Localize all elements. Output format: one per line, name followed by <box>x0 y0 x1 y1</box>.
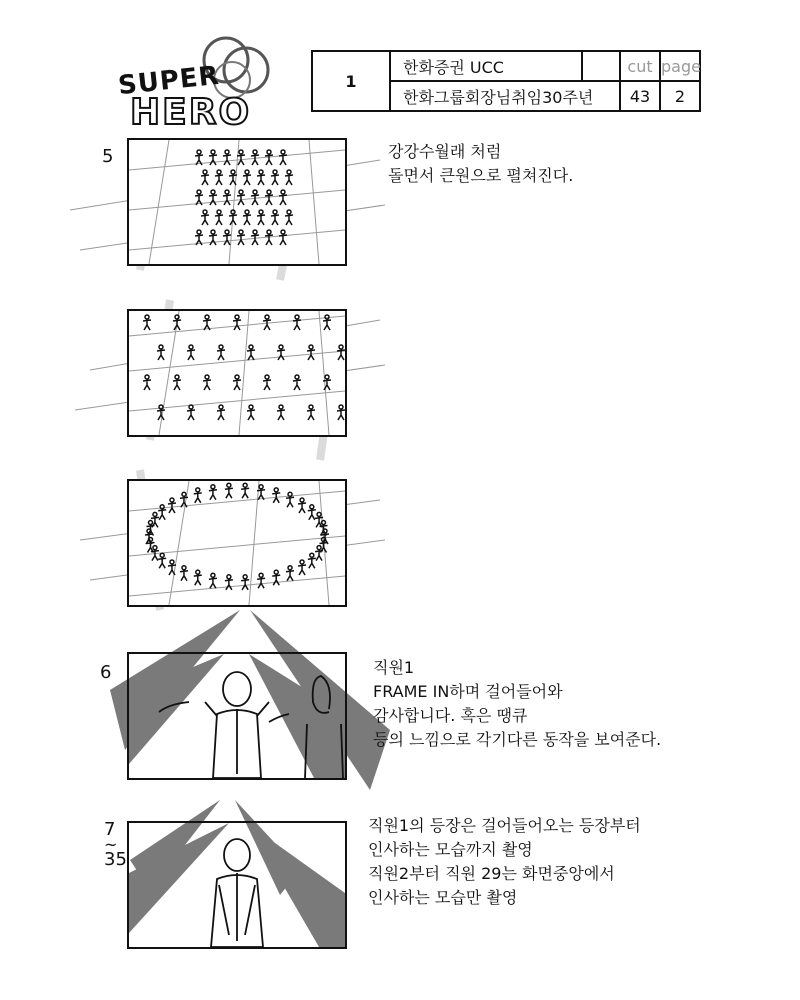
stick-figure <box>157 345 165 360</box>
stick-figure <box>286 566 294 581</box>
stick-figure <box>201 170 209 185</box>
desc-line: 직원1 <box>373 658 415 677</box>
title-line-1: 한화증권 UCC <box>390 51 582 81</box>
cut-label: cut <box>620 51 660 81</box>
stick-figure <box>257 210 265 225</box>
stick-figure <box>271 210 279 225</box>
shot-number-range <box>104 820 127 870</box>
stick-figure <box>263 375 271 390</box>
stick-figure <box>217 345 225 360</box>
header-table <box>311 50 701 112</box>
shot-number-end: 35 <box>104 849 127 870</box>
stick-figure <box>247 405 255 420</box>
desc-line: 감사합니다. 혹은 땡큐 <box>373 706 528 725</box>
shot-7-35-frame <box>127 821 347 949</box>
shot-5-frame-3 <box>127 479 347 607</box>
shot-5-frame-1 <box>127 138 347 266</box>
logo-top-text: SUPER <box>116 60 221 102</box>
stick-figure <box>209 485 217 500</box>
stick-figure <box>257 170 265 185</box>
stick-figure <box>237 190 245 205</box>
range-tilde: ~ <box>104 835 118 854</box>
stick-figure <box>237 230 245 245</box>
stick-figure <box>251 150 259 165</box>
stick-figure <box>158 553 166 568</box>
stick-figure <box>215 210 223 225</box>
stick-figure <box>180 566 188 581</box>
stick-figure <box>233 375 241 390</box>
stick-figure <box>187 345 195 360</box>
stick-figure <box>337 345 345 360</box>
stick-figure <box>146 537 154 552</box>
stick-figure <box>298 498 306 513</box>
stick-figure <box>195 230 203 245</box>
stick-figure <box>209 573 217 588</box>
crowd-circle-drawing <box>129 481 345 605</box>
blank-cell <box>582 51 620 81</box>
page-value: 2 <box>660 81 700 111</box>
employee-greeting-drawing <box>129 654 345 778</box>
desc-line: FRAME IN하며 걸어들어와 <box>373 682 563 701</box>
stick-figure <box>223 150 231 165</box>
stick-figure <box>225 575 233 590</box>
stick-figure <box>243 210 251 225</box>
stick-figure <box>223 190 231 205</box>
shot-description <box>368 814 641 910</box>
stick-figure <box>277 345 285 360</box>
stick-figure <box>247 345 255 360</box>
stick-figure <box>251 230 259 245</box>
shot-description <box>373 656 661 752</box>
stick-figure <box>194 570 202 585</box>
shot-number: 6 <box>100 662 112 683</box>
stick-figure <box>307 345 315 360</box>
stick-figure <box>225 483 233 498</box>
stick-figure <box>194 488 202 503</box>
cut-value: 43 <box>620 81 660 111</box>
stick-figure <box>337 405 345 420</box>
desc-line: 인사하는 모습만 촬영 <box>368 888 518 907</box>
crowd-cluster-drawing <box>129 140 345 264</box>
stick-figure <box>158 505 166 520</box>
crowd-spread-drawing <box>129 311 345 435</box>
stick-figure <box>271 170 279 185</box>
desc-line: 직원1의 등장은 걸어들어오는 등장부터 <box>368 816 641 835</box>
stick-figure <box>143 375 151 390</box>
page-label: page <box>660 51 700 81</box>
stick-figure <box>272 488 280 503</box>
stick-figure <box>233 315 241 330</box>
logo-bottom-text: HERO <box>130 92 252 133</box>
desc-line: 직원2부터 직원 29는 화면중앙에서 <box>368 864 615 883</box>
stick-figure <box>285 170 293 185</box>
stick-figure <box>308 553 316 568</box>
stick-figure <box>173 315 181 330</box>
stick-figure <box>217 405 225 420</box>
stick-figure <box>315 546 323 561</box>
stick-figure <box>173 375 181 390</box>
stick-figure <box>223 230 231 245</box>
desc-line: 돌면서 큰원으로 펼쳐진다. <box>388 166 574 185</box>
stick-figure <box>279 230 287 245</box>
stick-figure <box>241 483 249 498</box>
stick-figure <box>168 498 176 513</box>
desc-line: 등의 느낌으로 각기다른 동작을 보여준다. <box>373 730 662 749</box>
stick-figure <box>307 405 315 420</box>
stick-figure <box>286 492 294 507</box>
stick-figure <box>203 375 211 390</box>
shot-5-frame-2 <box>127 309 347 437</box>
stick-figure <box>143 315 151 330</box>
desc-line: 강강수월래 처럼 <box>388 142 502 161</box>
employee-bow-drawing <box>129 823 345 947</box>
stick-figure <box>195 150 203 165</box>
stick-figure <box>215 170 223 185</box>
stick-figure <box>203 315 211 330</box>
shot-description <box>388 140 573 188</box>
stick-figure <box>298 560 306 575</box>
title-line-2: 한화그룹회장님취임30주년 <box>390 81 620 111</box>
shot-6-frame <box>127 652 347 780</box>
stick-figure <box>195 190 203 205</box>
stick-figure <box>243 170 251 185</box>
stick-figure <box>257 573 265 588</box>
stick-figure <box>201 210 209 225</box>
stick-figure <box>293 375 301 390</box>
desc-line: 인사하는 모습까지 촬영 <box>368 840 533 859</box>
stick-figure <box>279 150 287 165</box>
stick-figure <box>285 210 293 225</box>
stick-figure <box>279 190 287 205</box>
stick-figure <box>187 405 195 420</box>
stick-figure <box>308 505 316 520</box>
stick-figure <box>251 190 259 205</box>
shot-number: 5 <box>102 146 114 167</box>
stick-figure <box>241 575 249 590</box>
stick-figure <box>277 405 285 420</box>
scene-number: 1 <box>312 51 390 111</box>
stick-figure <box>293 315 301 330</box>
shot-number-start: 7 <box>104 819 116 840</box>
